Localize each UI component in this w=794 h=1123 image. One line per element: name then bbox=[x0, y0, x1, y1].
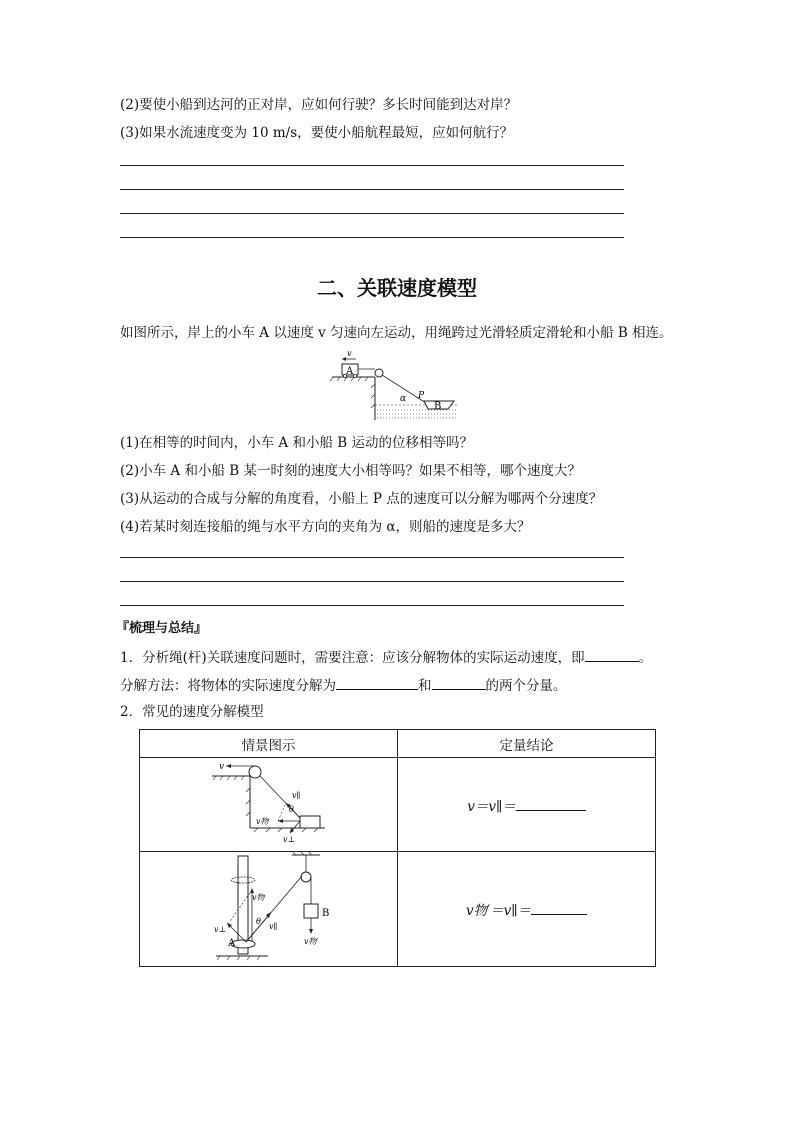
fill-blank[interactable] bbox=[432, 677, 486, 690]
question-4: (4)若某时刻连接船的绳与水平方向的夹角为 α，则船的速度是多大？ bbox=[120, 519, 531, 535]
answer-line bbox=[120, 189, 624, 190]
question-1: (1)在相等的时间内，小车 A 和小船 B 运动的位移相等吗？ bbox=[120, 435, 473, 451]
row2-conclusion: v物′＝v∥＝ bbox=[465, 903, 532, 919]
rod-parallel-velocity-label: v∥ bbox=[269, 922, 278, 931]
row1-conclusion: v＝v∥＝ bbox=[467, 798, 516, 815]
question-3-top: (3)如果水流速度变为 10 m/s，要使小船航程最短，应如何航行？ bbox=[120, 125, 514, 141]
rope-model-figure-cell bbox=[140, 758, 398, 852]
row2-conclusion-cell bbox=[398, 852, 656, 967]
rod-model-diagram bbox=[140, 852, 397, 966]
answer-line bbox=[120, 581, 624, 582]
answer-line bbox=[120, 213, 624, 214]
rod-theta-label: θ bbox=[256, 917, 261, 926]
rope-velocity-label: v bbox=[219, 762, 225, 772]
summary-heading: 『梳理与总结』 bbox=[116, 621, 208, 636]
answer-line bbox=[120, 557, 624, 558]
question-3: (3)从运动的合成与分解的角度看，小船上 P 点的速度可以分解为哪两个分速度？ bbox=[120, 491, 603, 507]
summary-item-1: 1．分析绳(杆)关联速度问题时，需要注意：应该分解物体的实际运动速度，即 。 bbox=[120, 650, 653, 666]
fill-blank[interactable] bbox=[585, 649, 639, 662]
point-p-label: P bbox=[418, 391, 425, 401]
fill-blank[interactable] bbox=[336, 677, 418, 690]
car-boat-diagram bbox=[330, 348, 460, 428]
summary-item-2: 2．常见的速度分解模型 bbox=[120, 704, 264, 720]
table-header-scene: 情景图示 bbox=[140, 730, 398, 758]
table-header-conclusion: 定量结论 bbox=[398, 730, 656, 758]
ring-a-label: A bbox=[228, 938, 236, 949]
question-2-top: (2)要使小船到达河的正对岸，应如何行驶？多长时间能到达对岸？ bbox=[120, 97, 518, 113]
section-intro: 如图所示，岸上的小车 A 以速度 v 匀速向左运动，用绳跨过光滑轻质定滑轮和小船 B 相连。 bbox=[120, 325, 673, 341]
answer-line bbox=[120, 605, 624, 606]
rod-model-figure-cell bbox=[140, 852, 398, 967]
rope-model-diagram bbox=[140, 758, 397, 851]
summary-method: 分解方法：将物体的实际速度分解为 和 的两个分量。 bbox=[120, 678, 567, 694]
perpendicular-velocity-label: v⊥ bbox=[283, 835, 296, 844]
answer-line bbox=[120, 237, 624, 238]
block-b-label: B bbox=[322, 908, 330, 919]
car-velocity-label: v bbox=[347, 349, 352, 358]
theta-label: θ bbox=[289, 805, 294, 814]
question-2: (2)小车 A 和小船 B 某一时刻的速度大小相等吗？如果不相等，哪个速度大？ bbox=[120, 463, 581, 479]
boat-label: B bbox=[434, 401, 442, 412]
fill-blank[interactable] bbox=[531, 902, 587, 915]
car-label: A bbox=[346, 366, 354, 377]
rod-perpendicular-velocity-label: v⊥ bbox=[214, 925, 227, 934]
answer-line bbox=[120, 165, 624, 166]
block-velocity-label: v物′ bbox=[304, 937, 319, 946]
section-title: 二、关联速度模型 bbox=[317, 276, 477, 300]
fill-blank[interactable] bbox=[516, 798, 586, 811]
row1-conclusion-cell bbox=[398, 758, 656, 852]
parallel-velocity-label: v∥ bbox=[292, 791, 301, 800]
angle-alpha-label: α bbox=[400, 394, 407, 404]
object-velocity-label: v物 bbox=[256, 817, 269, 826]
velocity-model-table bbox=[139, 729, 656, 967]
ring-velocity-label: v物 bbox=[252, 893, 265, 902]
